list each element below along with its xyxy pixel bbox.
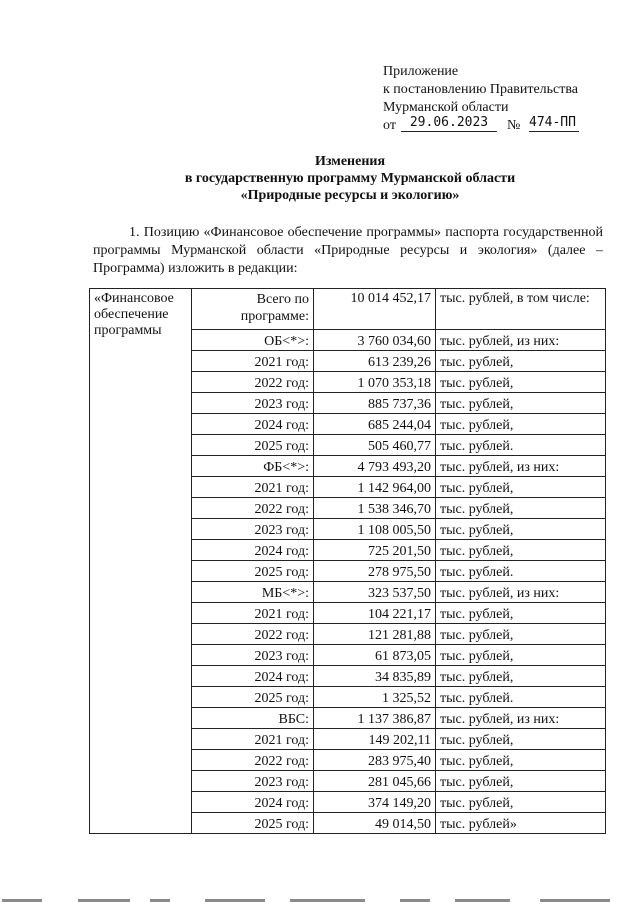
row-unit: тыс. рублей, xyxy=(436,351,606,372)
row-label: 2024 год: xyxy=(192,792,314,813)
row-unit: тыс. рублей, xyxy=(436,477,606,498)
row-amount: 104 221,17 xyxy=(314,603,436,624)
row-amount: 725 201,50 xyxy=(314,540,436,561)
row-label: 2022 год: xyxy=(192,624,314,645)
row-amount: 61 873,05 xyxy=(314,645,436,666)
row-label: ОБ<*>: xyxy=(192,330,314,351)
row-unit: тыс. рублей, из них: xyxy=(436,582,606,603)
header-ot-label: от xyxy=(383,118,396,133)
row-amount: 3 760 034,60 xyxy=(314,330,436,351)
row-label: 2023 год: xyxy=(192,645,314,666)
row-amount: 34 835,89 xyxy=(314,666,436,687)
row-amount: 1 142 964,00 xyxy=(314,477,436,498)
row-label: 2024 год: xyxy=(192,414,314,435)
header-line-decree: к постановлению Правительства xyxy=(383,82,579,97)
total-unit: тыс. рублей, в том числе: xyxy=(436,289,606,330)
row-unit: тыс. рублей, xyxy=(436,372,606,393)
row-label: 2022 год: xyxy=(192,750,314,771)
row-unit: тыс. рублей» xyxy=(436,813,606,834)
approval-header xyxy=(383,63,623,135)
row-label: 2021 год: xyxy=(192,729,314,750)
header-line-region: Мурманской области xyxy=(383,100,509,115)
row-amount: 505 460,77 xyxy=(314,435,436,456)
row-unit: тыс. рублей, xyxy=(436,393,606,414)
decree-number: 474-ПП xyxy=(529,114,579,132)
row-label: ВБС: xyxy=(192,708,314,729)
row-unit: тыс. рублей, xyxy=(436,519,606,540)
row-unit: тыс. рублей. xyxy=(436,435,606,456)
row-unit: тыс. рублей, xyxy=(436,498,606,519)
row-amount: 283 975,40 xyxy=(314,750,436,771)
row-label: 2024 год: xyxy=(192,666,314,687)
row-label: 2025 год: xyxy=(192,813,314,834)
row-unit: тыс. рублей, из них: xyxy=(436,708,606,729)
row-label: 2023 год: xyxy=(192,519,314,540)
row-label: 2021 год: xyxy=(192,603,314,624)
title-line-1: Изменения xyxy=(314,154,386,169)
paragraph-text: 1. Позицию «Финансовое обеспечение программы» паспорта государственной программы Мурманской области «Природные ресурсы и экология» (далее – Программа) изложить в редакции: xyxy=(93,225,603,276)
row-label: 2022 год: xyxy=(192,498,314,519)
row-amount: 1 108 005,50 xyxy=(314,519,436,540)
row-unit: тыс. рублей, xyxy=(436,771,606,792)
row-amount: 1 538 346,70 xyxy=(314,498,436,519)
row-label: 2021 год: xyxy=(192,477,314,498)
scan-edge-marks xyxy=(0,899,640,905)
row-unit: тыс. рублей. xyxy=(436,687,606,708)
number-sign: № xyxy=(507,118,521,133)
row-unit: тыс. рублей, из них: xyxy=(436,330,606,351)
decree-date: 29.06.2023 xyxy=(401,114,497,132)
row-label: МБ<*>: xyxy=(192,582,314,603)
title-line-3: «Природные ресурсы и экологию» xyxy=(240,188,460,203)
row-amount: 278 975,50 xyxy=(314,561,436,582)
row-label: 2025 год: xyxy=(192,561,314,582)
row-label: 2023 год: xyxy=(192,393,314,414)
row-amount: 685 244,04 xyxy=(314,414,436,435)
document-title xyxy=(100,153,600,204)
financing-table xyxy=(89,288,606,834)
table-row-total xyxy=(90,289,606,330)
row-amount: 885 737,36 xyxy=(314,393,436,414)
row-unit: тыс. рублей, xyxy=(436,750,606,771)
total-label: Всего по программе: xyxy=(192,289,314,330)
row-amount: 281 045,66 xyxy=(314,771,436,792)
row-label: 2023 год: xyxy=(192,771,314,792)
row-amount: 49 014,50 xyxy=(314,813,436,834)
row-amount: 323 537,50 xyxy=(314,582,436,603)
total-amount: 10 014 452,17 xyxy=(314,289,436,330)
row-label: 2025 год: xyxy=(192,687,314,708)
row-amount: 1 070 353,18 xyxy=(314,372,436,393)
row-unit: тыс. рублей, из них: xyxy=(436,456,606,477)
row-unit: тыс. рублей, xyxy=(436,414,606,435)
title-line-2: в государственную программу Мурманской области xyxy=(184,171,516,186)
row-unit: тыс. рублей, xyxy=(436,603,606,624)
row-unit: тыс. рублей, xyxy=(436,624,606,645)
row-label: 2021 год: xyxy=(192,351,314,372)
amendment-paragraph xyxy=(93,224,603,278)
row-amount: 121 281,88 xyxy=(314,624,436,645)
header-date-line xyxy=(383,117,623,135)
row-amount: 4 793 493,20 xyxy=(314,456,436,477)
row-unit: тыс. рублей, xyxy=(436,645,606,666)
row-label: 2022 год: xyxy=(192,372,314,393)
row-label: 2025 год: xyxy=(192,435,314,456)
header-line-appendix: Приложение xyxy=(383,64,459,79)
row-label: 2024 год: xyxy=(192,540,314,561)
row-unit: тыс. рублей, xyxy=(436,540,606,561)
row-amount: 1 137 386,87 xyxy=(314,708,436,729)
row-unit: тыс. рублей. xyxy=(436,561,606,582)
row-label: ФБ<*>: xyxy=(192,456,314,477)
row-amount: 149 202,11 xyxy=(314,729,436,750)
row-unit: тыс. рублей, xyxy=(436,666,606,687)
row-unit: тыс. рублей, xyxy=(436,792,606,813)
row-amount: 374 149,20 xyxy=(314,792,436,813)
row-amount: 613 239,26 xyxy=(314,351,436,372)
row-unit: тыс. рублей, xyxy=(436,729,606,750)
position-label-cell: «Финансовое обеспечение программы xyxy=(90,289,192,834)
row-amount: 1 325,52 xyxy=(314,687,436,708)
